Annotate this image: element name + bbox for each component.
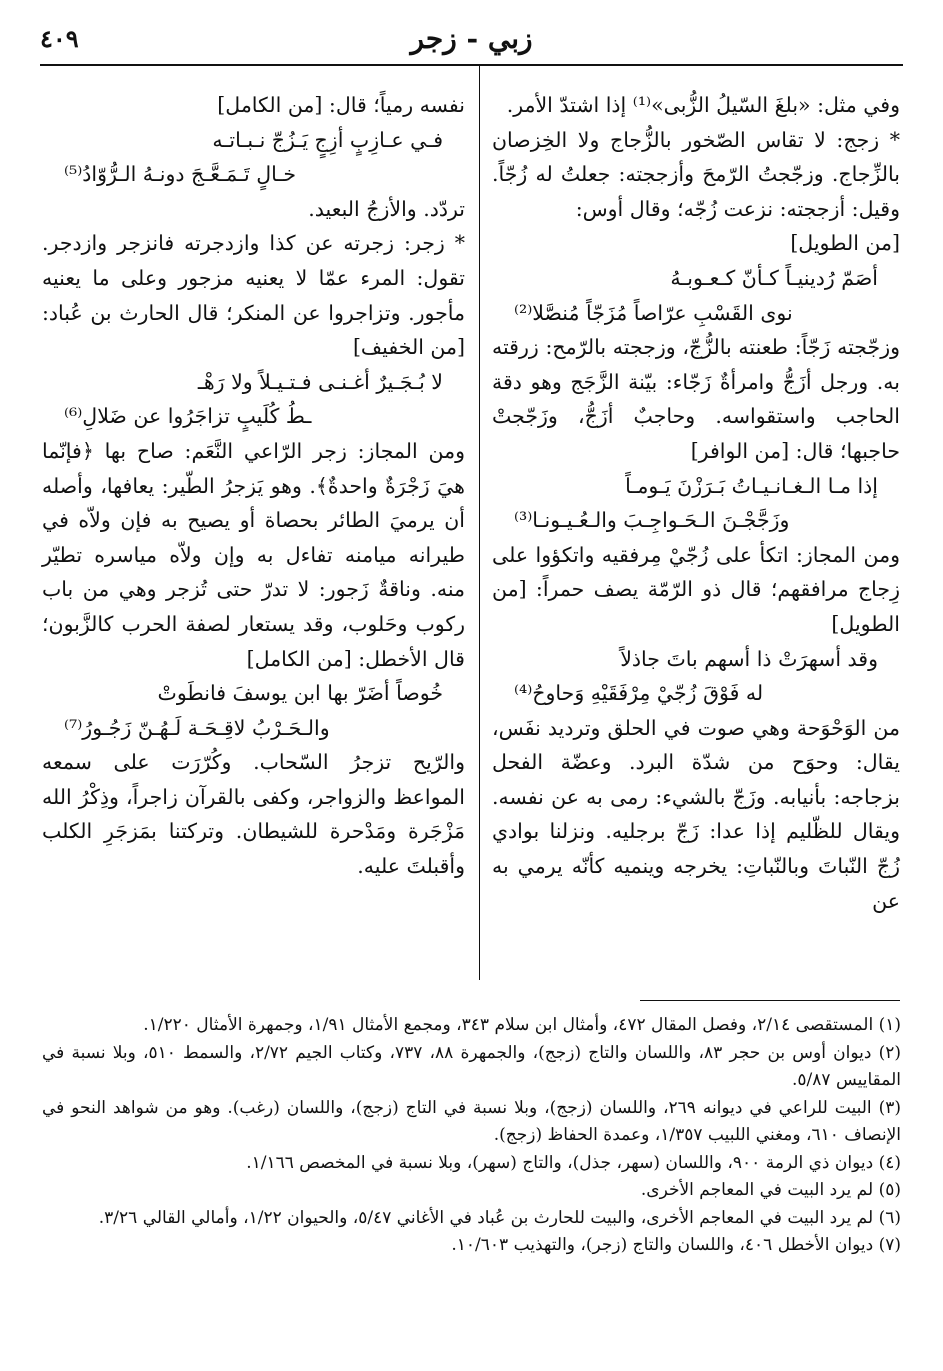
column-divider: [479, 66, 480, 980]
verse-second-hemistich: ـطُ كُلَيبٍ تزاجَرُوا عن ضَلالِ⁽⁶⁾: [64, 404, 312, 429]
entry-paragraph: وزجّجته زَجّاً: طعنته بالزُّجّ، وزججته بالرّمح: زرقته به. ورجل أزَجُّ وامرأةٌ زَجّاء: بيّنة الزَّجَج وهو دقة الحاجب واستقواسه. وحاجبٌ أزَجُّ، وزَجّجتْ حاجبها؛ قال: [من الوافر]: [492, 335, 900, 463]
verse-first-hemistich: أصَمّ رُدينيـاً كـأنّ كـعـوبـهُ: [670, 265, 878, 290]
entry-paragraph: ومن المجاز: اتكأ على زُجّيْ مِرفقيه واتكؤوا على زِجاج مرافقهم؛ قال ذو الرّمّة يصف حمراً: [من الطويل]: [492, 542, 900, 636]
footnote: (٧) ديوان الأخطل ٤٠٦، واللسان والتاج (زجر)، والتهذيب ١٠/٦٠٣.: [451, 1235, 901, 1255]
footnote-rule: [640, 1000, 900, 1001]
poem-verse: [42, 676, 465, 745]
page-number: ٤٠٩: [40, 24, 79, 53]
poem-verse: [492, 261, 900, 330]
verse-second-hemistich: خـالٍ تَـمَـعَّـجَ دونـهُ الـرُّوّادُ⁽⁵⁾: [64, 162, 297, 187]
entry-paragraph: والرّيح تزجرُ السّحاب. وكُرّرَت على سمعه المواعظ والزواجر، وكفى بالقرآن زاجراً، وذِكْرُ الله مَزْجَرة ومَدْحرة للشيطان. وتركتنا بمَزجَرِ الكلب وأقبلتَ عليه.: [42, 750, 465, 879]
footnote: (٣) البيت للراعي في ديوانه ٢٦٩، واللسان (زجج)، وبلا نسبة في التاج (زجج)، واللسان (رغب). وهو من شواهد النحو في الإنصاف ٦١٠، ومغني اللبيب ١/٣٥٧، وعمدة الحفاظ (زجج).: [42, 1097, 901, 1145]
verse-second-hemistich: نوى القَسْبِ عرّاصاً مُزَجّاً مُنصَّلا⁽²⁾: [514, 300, 793, 325]
verse-first-hemistich: وقد أسهرَتْ ذا أسهم باتَ جاذلاً: [620, 646, 878, 671]
verse-first-hemistich: فـي عـازِبٍ أزِجٍ يَـزُجّ نـبـاتـه: [212, 127, 443, 152]
poem-verse: [492, 469, 900, 538]
entry-paragraph: * زجج: لا تقاس الصّخور بالزُّجاج ولا الخِزصان بالزِّجاج. وزجّجتُ الرّمحَ وأزججته: جعلتُ له زُجّاً. وقيل: أزججته: نزعت زُجّه؛ وقال أوس:: [492, 127, 900, 221]
entry-paragraph: وفي مثل: «بلغَ السّيلُ الزُّبى»⁽¹⁾ إذا اشتدّ الأمر.: [506, 93, 900, 117]
verse-second-hemistich: له فَوْقَ زُجّيْ مِرْفَقَيْهِ وَحاوحُ⁽⁴⁾: [514, 681, 764, 706]
entry-paragraph: تردّد. والأزجُ البعيد.: [308, 196, 465, 221]
footnote: (٦) لم يرد البيت في المعاجم الأخرى، والبيت للحارث بن عُباد في الأغاني ٥/٤٧، والحيوان ١/٢٢، وأمالي القالي ٣/٢٦.: [98, 1207, 901, 1228]
footnote: (١) المستقصى ٢/١٤، وفصل المقال ٤٧٢، وأمثال ابن سلام ٣٤٣، ومجمع الأمثال ١/٩١، وجمهرة الأمثال ١/٢٢٠.: [143, 1015, 901, 1035]
entry-paragraph: من الوَحْوَحة وهي صوت في الحلق وترديد نفَس، يقال: وحوَح من شدّة البرد. وعضّة الفحل بزجاجه: بأنيابه. وزَجّ بالشيء: رمى به عن نفسه. ويقال للظّليم إذا عدا: زَجّ برجليه. ونزلنا بوادي زُجّ النّباتَ وبالنّباتِ: يخرجه وينميه كأنّه يرمي به عن: [492, 715, 900, 913]
left-column: [42, 88, 465, 884]
entry-paragraph: ومن المجاز: زجر الرّاعي النَّعَم: صاح بها ﴿فإنّما هيَ زَجْرَةٌ واحدةٌ﴾. وهو يَزجرُ الطّير: يعافها، وأصله أن يرميَ الطائر بحصاة أو يصيح به فإن ولاّه في طيرانه ميامنه تفاءل به وإن ولاّه مياسره تطيّر منه. وناقةٌ زَجور: لا تدرّ حتى تُزجر وهي من باب ركوب وحَلوب، وقد يستعار لصفة الحرب كالزَّبون؛ قال الأخطل: [من الكامل]: [42, 438, 465, 671]
poem-verse: [42, 365, 465, 434]
entry-paragraph: نفسه رمياً؛ قال: [من الكامل]: [217, 93, 465, 117]
verse-second-hemistich: وزَجَّجْـنَ الـحَـواجِـبَ والـعُـيـونـا⁽³⁾: [514, 508, 790, 533]
verse-first-hemistich: لا بُـجَـيرٌ أغـنـى فـتـيـلاً ولا رَهْـ: [197, 369, 443, 394]
footnote: (٥) لم يرد البيت في المعاجم الأخرى.: [640, 1180, 901, 1200]
entry-paragraph: * زجر: زجرته عن كذا وازدجرته فانزجر وازدجر. تقول: المرء عمّا لا يعنيه مزجور وعلى ما يعنيه مأجور. وتزاجروا عن المنكر؛ قال الحارث بن عُباد: [من الخفيف]: [42, 231, 465, 360]
footnotes: [42, 1012, 901, 1260]
poem-verse: [42, 123, 465, 192]
header-rule: [40, 64, 903, 66]
footnote: (٤) ديوان ذي الرمة ٩٠٠، واللسان (سهر، جذل)، والتاج (سهر)، وبلا نسبة في المخصص ١/١٦٦.: [246, 1152, 901, 1173]
verse-first-hemistich: خُوصاً أضَرّ بها ابن يوسفَ فانطَوتْ: [157, 681, 443, 706]
poem-verse: [492, 642, 900, 711]
verse-first-hemistich: إذا مـا الـغـانـيـاتُ بَـرَزْنَ يَـومـاً: [625, 473, 878, 498]
page-header: [40, 18, 903, 64]
right-column: [492, 88, 900, 918]
meter-label: [من الطويل]: [790, 231, 900, 256]
running-title: زبي - زجر: [410, 22, 533, 55]
verse-second-hemistich: والـحَـرْبُ لاقِـحَـة لَـهُـنّ زَجُـورُ⁽⁷⁾: [64, 715, 330, 740]
footnote: (٢) ديوان أوس بن حجر ٨٣، واللسان والتاج (زجج)، والجمهرة ٨٨، ٧٣٧، وكتاب الجيم ٢/٧٢، والسمط ٥١٠، وبلا نسبة في المقاييس ٥/٨٧.: [42, 1042, 901, 1090]
